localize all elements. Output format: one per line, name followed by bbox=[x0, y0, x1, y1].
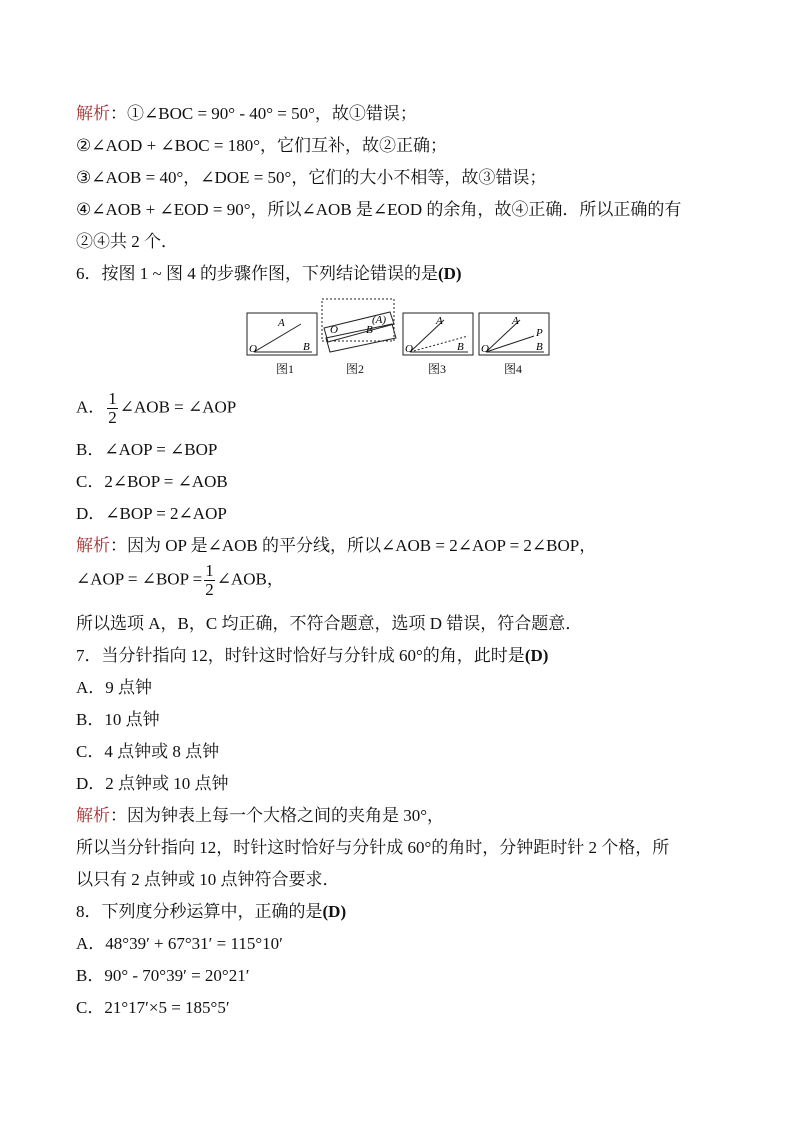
q6-analysis-2 bbox=[76, 562, 284, 602]
q6-analysis-1 bbox=[76, 536, 596, 556]
q6-figures bbox=[246, 298, 556, 383]
fig2-label-b: B bbox=[366, 324, 373, 336]
q7-analysis-text-1: ：因为钟表上每一个大格之间的夹角是 30°， bbox=[110, 806, 445, 825]
q6-option-a-num: 1 bbox=[108, 389, 117, 408]
fig2-label-a: (A) bbox=[372, 314, 387, 326]
analysis-line-3: ③∠AOB = 40°，∠DOE = 50°，它们的大小不相等，故③错误； bbox=[76, 168, 547, 187]
q6-option-c: C．2∠BOP = ∠AOB bbox=[76, 472, 228, 491]
q6-analysis-label: 解析 bbox=[76, 536, 110, 555]
q6-analysis-2-fraction bbox=[204, 562, 215, 599]
q6-analysis-3: 所以选项 A，B，C 均正确，不符合题意，选项 D 错误，符合题意． bbox=[76, 614, 583, 633]
q6-option-a-rest: ∠AOB = ∠AOP bbox=[119, 397, 237, 417]
q6-analysis-2-rest: ∠AOB， bbox=[216, 569, 284, 589]
q7-option-b: B．10 点钟 bbox=[76, 710, 160, 729]
q7-option-a: A．9 点钟 bbox=[76, 678, 153, 697]
q7-stem bbox=[76, 646, 548, 666]
q8-stem-text: 8．下列度分秒运算中，正确的是 bbox=[76, 902, 323, 921]
q6-analysis-2-prefix: ∠AOP = ∠BOP = bbox=[76, 569, 203, 589]
q6-option-a-den: 2 bbox=[108, 408, 117, 427]
figure-4-caption: 图4 bbox=[504, 362, 523, 376]
q6-option-b: B．∠AOP = ∠BOP bbox=[76, 440, 218, 459]
figure-2-caption: 图2 bbox=[346, 362, 365, 376]
q8-option-a: A．48°39′ + 67°31′ = 115°10′ bbox=[76, 934, 283, 953]
q6-option-d: D．∠BOP = 2∠AOP bbox=[76, 504, 227, 523]
q7-analysis-2: 所以当分针指向 12，时针这时恰好与分针成 60°的角时，分钟距时针 2 个格，所 bbox=[76, 838, 670, 857]
q6-analysis-2-num: 1 bbox=[205, 561, 214, 580]
q7-option-c: C．4 点钟或 8 点钟 bbox=[76, 742, 220, 761]
q6-analysis-text-1: ：因为 OP 是∠AOB 的平分线，所以∠AOB = 2∠AOP = 2∠BOP， bbox=[110, 536, 597, 555]
q6-stem-text: 6．按图 1 ~ 图 4 的步骤作图，下列结论错误的是 bbox=[76, 264, 438, 283]
analysis-line-2: ②∠AOD + ∠BOC = 180°，它们互补，故②正确； bbox=[76, 136, 447, 155]
analysis-label: 解析 bbox=[76, 104, 110, 123]
figure-3-caption: 图3 bbox=[428, 362, 447, 376]
q8-option-c: C．21°17′×5 = 185°5′ bbox=[76, 998, 230, 1017]
analysis-line-1 bbox=[76, 104, 417, 124]
figure-4 bbox=[478, 312, 550, 356]
fig4-label-o: O bbox=[481, 343, 489, 355]
q6-stem bbox=[76, 264, 462, 284]
fig4-label-a: A bbox=[512, 315, 519, 327]
q7-analysis-label: 解析 bbox=[76, 806, 110, 825]
figure-2 bbox=[320, 298, 400, 356]
fig4-label-b: B bbox=[536, 341, 543, 353]
figure-1 bbox=[246, 312, 318, 356]
q6-option-a-prefix: A． bbox=[76, 397, 106, 417]
q8-stem bbox=[76, 902, 346, 922]
q6-answer: (D) bbox=[437, 264, 462, 283]
fig3-label-a: A bbox=[436, 315, 443, 327]
q7-answer: (D) bbox=[524, 646, 549, 665]
figure-3 bbox=[402, 312, 474, 356]
fig1-label-o: O bbox=[249, 343, 257, 355]
fig1-label-a: A bbox=[278, 317, 285, 329]
analysis-line-4: ④∠AOB + ∠EOD = 90°，所以∠AOB 是∠EOD 的余角，故④正确．所以正确的有 bbox=[76, 200, 682, 219]
q7-option-d: D．2 点钟或 10 点钟 bbox=[76, 774, 229, 793]
fig2-label-o: O bbox=[330, 324, 338, 336]
analysis-text-1: ①∠BOC = 90° - 40° = 50°，故①错误； bbox=[127, 104, 417, 123]
analysis-colon: ： bbox=[110, 104, 127, 123]
q7-analysis-1 bbox=[76, 806, 444, 826]
q6-analysis-2-den: 2 bbox=[205, 580, 214, 599]
figure-1-caption: 图1 bbox=[276, 362, 295, 376]
fig4-label-p: P bbox=[536, 327, 543, 339]
q8-answer: (D) bbox=[322, 902, 347, 921]
fig3-label-o: O bbox=[405, 343, 413, 355]
q7-analysis-3: 以只有 2 点钟或 10 点钟符合要求． bbox=[76, 870, 340, 889]
fig3-label-b: B bbox=[457, 341, 464, 353]
analysis-line-5: ②④共 2 个． bbox=[76, 232, 178, 251]
q8-option-b: B．90° - 70°39′ = 20°21′ bbox=[76, 966, 250, 985]
q6-option-a bbox=[76, 390, 236, 430]
q6-option-a-fraction bbox=[107, 390, 118, 427]
q7-stem-text: 7．当分针指向 12，时针这时恰好与分针成 60°的角，此时是 bbox=[76, 646, 525, 665]
fig1-label-b: B bbox=[303, 341, 310, 353]
